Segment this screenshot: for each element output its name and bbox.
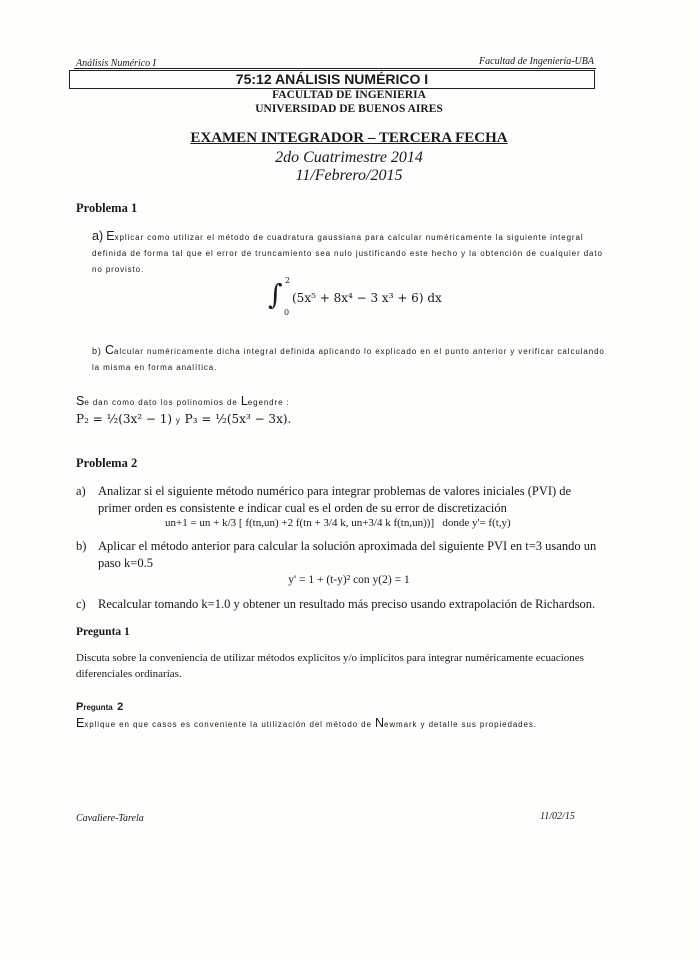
pregunta2-text-a: xplique en que casos es conveniente la utilización del método de (84, 720, 375, 729)
pregunta2-title-num: 2 (117, 701, 124, 713)
pregunta2-text (76, 715, 616, 733)
legendre-initial: S (76, 394, 85, 408)
problema2-b (76, 538, 606, 572)
pregunta2-title-rest: regunta (83, 703, 113, 712)
method-formula-line (165, 517, 511, 529)
integral-expression (268, 276, 468, 320)
problema1-title: Problema 1 (76, 201, 138, 215)
problema2-c (76, 596, 606, 613)
university-name: UNIVERSIDAD DE BUENOS AIRES (255, 103, 443, 115)
legendre-name-initial: L (240, 394, 248, 408)
header-left: Análisis Numérico I (76, 58, 156, 69)
legendre-polynomials (76, 412, 291, 429)
integral-upper: 2 (285, 276, 291, 285)
pregunta1-title: Pregunta 1 (76, 626, 130, 638)
problema2-title: Problema 2 (76, 456, 138, 470)
pregunta1-text: Discuta sobre la conveniencia de utilizar métodos explícitos y/o implícitos para integrar numéricamente ecuaciones diferenciales ordinarias. (76, 652, 584, 680)
legendre-text: e dan como dato los polinomios de (84, 398, 241, 407)
problema1-b (92, 342, 610, 376)
course-title: 75:12 ANÁLISIS NUMÉRICO I (69, 70, 595, 89)
problema2-b-label: b) (76, 539, 87, 553)
problema1-b-initial: C (104, 343, 114, 357)
header-rule (74, 68, 596, 69)
integrand: (5x⁵ + 8x⁴ − 3 x³ + 6) dx (292, 291, 442, 305)
legendre-p3: P₃ = ½(5x³ − 3x). (184, 412, 292, 426)
legendre-name: egendre : (247, 398, 290, 407)
pregunta2-title-initial: P (76, 701, 84, 713)
problema2-b-text: Aplicar el método anterior para calcular la solución aproximada del siguiente PVI en t=3 usando un paso k=0.5 (98, 539, 597, 570)
problema1-a-text: xplicar como utilizar el método de cuadratura gaussiana para calcular numéricamente la siguiente integral definida de forma tal que el error de truncamiento sea nulo justificando este hecho y la obtención de cualquier dato no provisto. (92, 233, 603, 274)
problema2-c-label: c) (76, 597, 86, 611)
problema1-b-text: alcular numéricamente dicha integral definida aplicando lo explicado en el punto anterior y verificar calculando la misma en forma analítica. (92, 347, 605, 372)
header-right: Facultad de Ingeniería-UBA (479, 56, 594, 67)
method-where: donde y'= f(t,y) (442, 517, 511, 529)
exam-date: 11/Febrero/2015 (295, 167, 403, 184)
pregunta2-title (76, 697, 123, 715)
problema1-a-initial: E (106, 229, 115, 243)
problema1-b-label: b) (92, 346, 102, 356)
footer-date: 11/02/15 (540, 811, 575, 822)
pregunta2-text-initial: E (76, 716, 85, 730)
problema2-a-label: a) (76, 484, 86, 498)
problema1-a-label: a) (92, 229, 104, 243)
footer-authors: Cavaliere-Tarela (76, 813, 144, 824)
pvi-equation: y' = 1 + (t-y)² con y(2) = 1 (288, 574, 410, 586)
pregunta2-text-name-initial: N (375, 716, 385, 730)
legendre-intro (76, 393, 526, 411)
problema2-c-text: Recalcular tomando k=1.0 y obtener un resultado más preciso usando extrapolación de Richardson. (98, 597, 596, 611)
problema2-a-text: Analizar si el siguiente método numérico para integrar problemas de valores iniciales (PVI) de primer orden es consistente e indicar cual es el orden de su error de discretización (98, 484, 572, 515)
legendre-p2: P₂ = ½(3x² − 1) (76, 412, 173, 426)
pregunta2-text-b: ewmark y detalle sus propiedades. (384, 720, 537, 729)
integral-sign: ∫ (268, 278, 283, 311)
faculty-name: FACULTAD DE INGENIERIA (272, 89, 426, 101)
exam-term: 2do Cuatrimestre 2014 (275, 149, 423, 166)
method-formula: un+1 = un + k/3 [ f(tn,un) +2 f(tn + 3/4 k, un+3/4 k f(tn,un))] (165, 517, 435, 529)
integral-lower: 0 (284, 308, 290, 317)
legendre-separator: y (175, 416, 181, 425)
problema1-a (92, 228, 610, 278)
problema2-a (76, 483, 606, 517)
exam-title: EXAMEN INTEGRADOR – TERCERA FECHA (190, 130, 508, 146)
